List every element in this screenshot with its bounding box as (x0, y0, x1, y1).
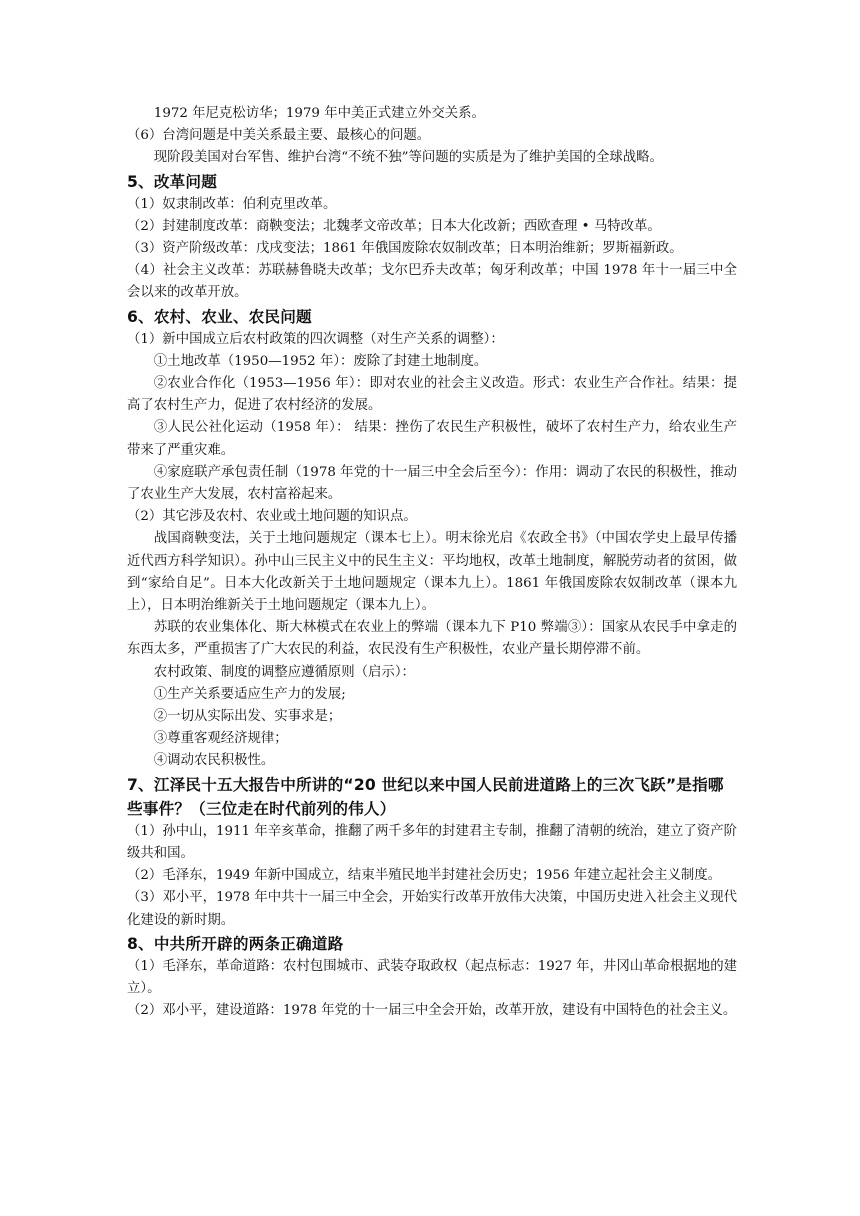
document-page (127, 103, 737, 1022)
paragraph: （2）其它涉及农村、农业或土地问题的知识点。 (127, 509, 417, 525)
paragraph: （1）毛泽东，革命道路：农村包围城市、武装夺取政权（起点标志：1927 年，井冈山革命根据地的建立）。 (127, 958, 737, 996)
paragraph: （3）资产阶级改革：戊戌变法；1861 年俄国废除农奴制改革；日本明治维新；罗斯福新政。 (127, 241, 683, 257)
paragraph: 农村政策、制度的调整应遵循原则（启示）： (153, 664, 415, 680)
paragraph: ②一切从实际出发、实事求是； (153, 709, 342, 725)
paragraph: 现阶段美国对台军售、维护台湾“不统不独”等问题的实质是为了维护美国的全球战略。 (153, 150, 663, 166)
paragraph: （2）封建制度改革：商鞅变法；北魏孝文帝改革；日本大化改新；西欧查理 • 马特改革。 (127, 218, 661, 234)
paragraph: ③人民公社化运动（1958 年）： 结果：挫伤了农民生产积极性，破坏了农村生产力，给农业生产带来了严重灾难。 (127, 420, 737, 458)
paragraph: ④调动农民积极性。 (153, 753, 275, 769)
paragraph: ③尊重客观经济规律； (153, 731, 288, 747)
section-heading-8: 8、中共所开辟的两条正确道路 (127, 934, 344, 953)
paragraph: （1）孙中山，1911 年辛亥革命，推翻了两千多年的封建君主专制，推翻了清朝的统治，建立了资产阶级共和国。 (127, 823, 737, 861)
paragraph: 苏联的农业集体化、斯大林模式在农业上的弊端（课本九下 P10 弊端③）：国家从农民手中拿走的东西太多，严重损害了广大农民的利益，农民没有生产积极性，农业产量长期停滞不前。 (127, 620, 737, 658)
paragraph: （1）奴隶制改革：伯利克里改革。 (127, 196, 337, 212)
paragraph: （1）新中国成立后农村政策的四次调整（对生产关系的调整）： (127, 331, 504, 347)
paragraph: ①土地改革（1950—1952 年）：废除了封建土地制度。 (153, 353, 488, 369)
section-heading-7: 7、江泽民十五大报告中所讲的“20 世纪以来中国人民前进道路上的三次飞跃”是指哪些事件？（三位走在时代前列的伟人） (127, 775, 724, 818)
paragraph: ④家庭联产承包责任制（1978 年党的十一届三中全会后至今）：作用：调动了农民的积极性，推动了农业生产大发展，农村富裕起来。 (127, 464, 737, 503)
paragraph: （6）台湾问题是中美关系最主要、最核心的问题。 (127, 128, 431, 144)
section-heading-5: 5、改革问题 (127, 172, 218, 191)
paragraph: （2）邓小平，建设道路：1978 年党的十一届三中全会开始，改革开放，建设有中国特色的社会主义。 (127, 1003, 737, 1019)
paragraph: （4）社会主义改革：苏联赫鲁晓夫改革；戈尔巴乔夫改革；匈牙利改革；中国 1978 年十一届三中全会以来的改革开放。 (127, 263, 737, 301)
paragraph: 战国商鞅变法，关于土地问题规定（课本七上）。明末徐光启《农政全书》（中国农学史上最早传播近代西方科学知识）。孙中山三民主义中的民生主义：平均地权，改革土地制度，解脱劳动者的贫困，做到“家给自足”。日本大化改新关于土地问题规定（课本九上）。1861 年俄国废除农奴制改革（课本九上），日本明治维新关于土地问题规定（课本九上）。 (127, 531, 737, 614)
paragraph: （3）邓小平，1978 年中共十一届三中全会，开始实行改革开放伟大决策，中国历史进入社会主义现代化建设的新时期。 (127, 890, 737, 928)
paragraph: ①生产关系要适应生产力的发展; (153, 686, 346, 702)
paragraph: ②农业合作化（1953—1956 年）：即对农业的社会主义改造。形式：农业生产合作社。结果：提高了农村生产力，促进了农村经济的发展。 (127, 376, 737, 414)
section-heading-6: 6、农村、农业、农民问题 (127, 307, 312, 326)
paragraph: （2）毛泽东，1949 年新中国成立，结束半殖民地半封建社会历史；1956 年建立起社会主义制度。 (127, 868, 722, 884)
paragraph: 1972 年尼克松访华；1979 年中美正式建立外交关系。 (153, 106, 485, 121)
